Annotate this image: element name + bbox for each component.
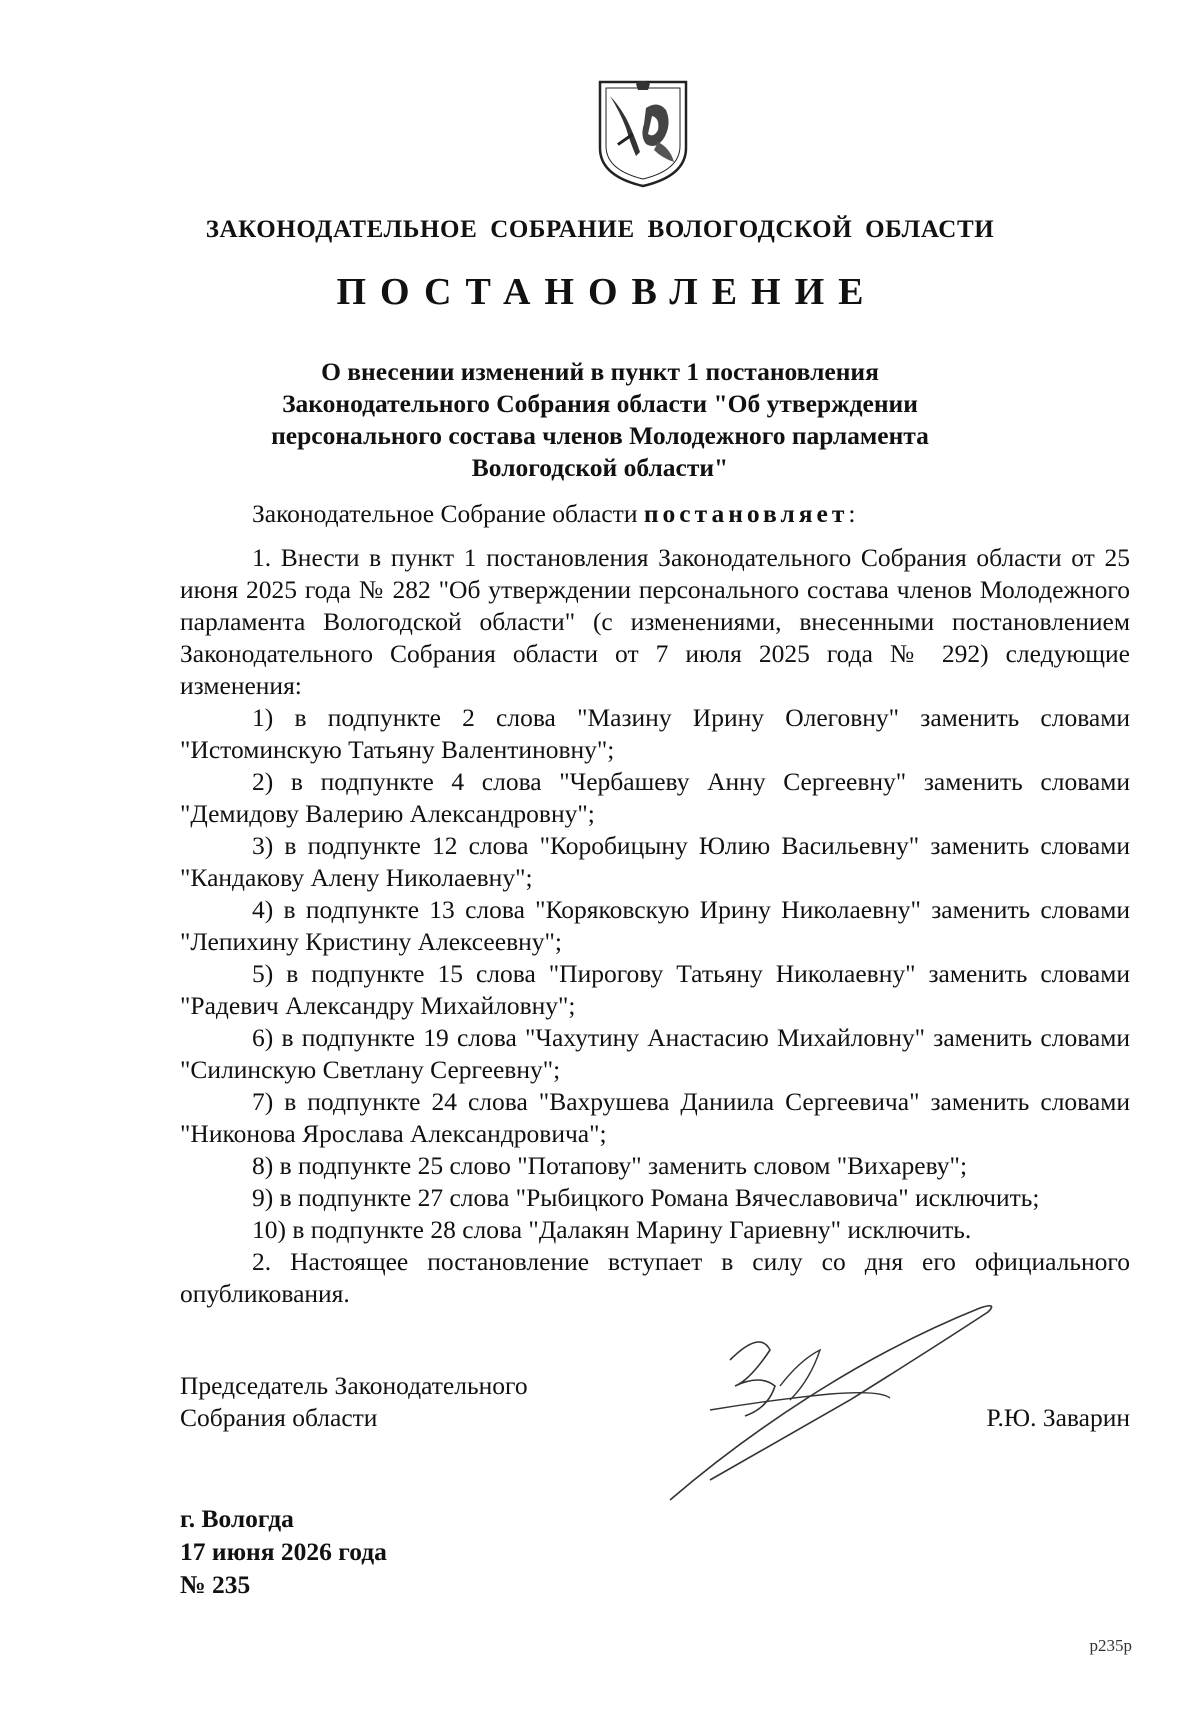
preamble-tail: :: [848, 499, 856, 528]
coat-of-arms-icon: [596, 78, 690, 190]
preamble-verb: постановляет: [643, 499, 849, 528]
paragraph: 1. Внести в пункт 1 постановления Законодательного Собрания области от 25 июня 2025 года № 282 "Об утверждении персонального состава членов Молодежного парламента Вологодской области" (с изменениями, внесенными постановлением Законодательного Собрания области от 7 июля 2025 года № 292) следующие изменения:: [180, 543, 1130, 700]
footer-date: 17 июня 2026 года: [180, 1537, 387, 1566]
paragraph: 1) в подпункте 2 слова "Мазину Ирину Олеговну" заменить словами "Истоминскую Татьяну Валентиновну";: [180, 703, 1130, 764]
title-line: Законодательного Собрания области "Об утверждении: [282, 389, 918, 418]
preamble-text: Законодательное Собрание области: [252, 499, 644, 528]
document-body: [180, 498, 1130, 1310]
paragraph: 9) в подпункте 27 слова "Рыбицкого Романа Вячеславовича" исключить;: [252, 1183, 1040, 1212]
signatory-position: [180, 1370, 528, 1434]
title-line: персонального состава членов Молодежного парламента: [271, 421, 929, 450]
handwritten-signature: [650, 1290, 1010, 1520]
signatory-position-line: Собрания области: [180, 1403, 378, 1432]
organization-name: ЗАКОНОДАТЕЛЬНОЕ СОБРАНИЕ ВОЛОГОДСКОЙ ОБЛАСТИ: [205, 216, 995, 243]
title-line: О внесении изменений в пункт 1 постановления: [321, 357, 879, 386]
preamble: [180, 498, 1130, 530]
signatory-name: Р.Ю. Заварин: [986, 1403, 1130, 1432]
paragraph: 10) в подпункте 28 слова "Далакян Марину Гариевну" исключить.: [252, 1215, 972, 1244]
document-type: ПОСТАНОВЛЕНИЕ: [336, 271, 878, 313]
title-line: Вологодской области": [471, 453, 729, 482]
paragraph: 8) в подпункте 25 слово "Потапову" заменить словом "Вихареву";: [252, 1151, 968, 1180]
footer-number: № 235: [180, 1570, 251, 1599]
paragraph: 6) в подпункте 19 слова "Чахутину Анастасию Михайловну" заменить словами "Силинскую Светлану Сергеевну";: [180, 1023, 1130, 1084]
paragraph: 2) в подпункте 4 слова "Чербашеву Анну Сергеевну" заменить словами "Демидову Валерию Александровну";: [180, 767, 1130, 828]
paragraph: 7) в подпункте 24 слова "Вахрушева Даниила Сергеевича" заменить словами "Никонова Ярослава Александровича";: [180, 1087, 1130, 1148]
paragraph: 2. Настоящее постановление вступает в силу со дня его официального опубликования.: [180, 1247, 1130, 1308]
footer-city: г. Вологда: [180, 1504, 294, 1533]
signatory-position-line: Председатель Законодательного: [180, 1371, 528, 1400]
document-footer: [180, 1502, 387, 1601]
paragraph: 3) в подпункте 12 слова "Коробицыну Юлию Васильевну" заменить словами "Кандакову Алену Николаевну";: [180, 831, 1130, 892]
paragraph: 4) в подпункте 13 слова "Коряковскую Ирину Николаевну" заменить словами "Лепихину Кристину Алексеевну";: [180, 895, 1130, 956]
paragraph: 5) в подпункте 15 слова "Пирогову Татьяну Николаевну" заменить словами "Радевич Александру Михайловну";: [180, 959, 1130, 1020]
document-code: р235р: [1089, 1636, 1132, 1655]
document-title: [150, 356, 1050, 484]
